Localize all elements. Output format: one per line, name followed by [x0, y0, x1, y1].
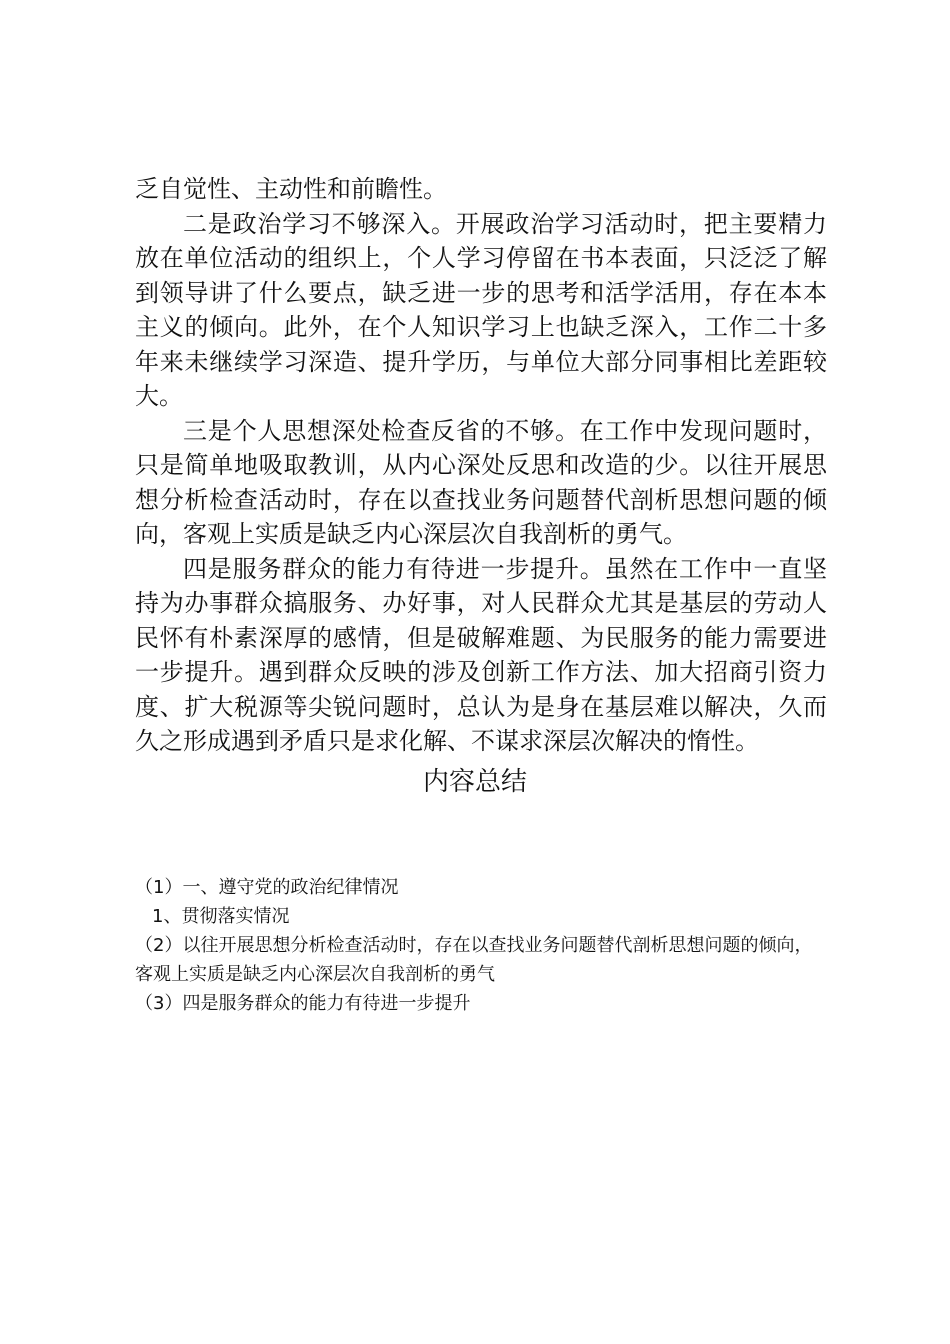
paragraph-continuation: 乏自觉性、主动性和前瞻性。	[135, 175, 447, 203]
summary-subitem: 1、贯彻落实情况	[152, 906, 290, 927]
summary-item: （3）四是服务群众的能力有待进一步提升	[135, 993, 471, 1014]
paragraph-self-reflection: 三是个人思想深处检查反省的不够。在工作中发现问题时，只是简单地吸取教训，从内心深处反思和改造的少。以往开展思想分析检查活动时，存在以查找业务问题替代剖析思想问题的倾向，客观上实质是缺乏内心深层次自我剖析的勇气。	[135, 416, 827, 548]
paragraph-serving-masses: 四是服务群众的能力有待进一步提升。虽然在工作中一直坚持为办事群众搞服务、办好事，对人民群众尤其是基层的劳动人民怀有朴素深厚的感情，但是破解难题、为民服务的能力需要进一步提升。遇到群众反映的涉及创新工作方法、加大招商引资力度、扩大税源等尖锐问题时，总认为是身在基层难以解决，久而久之形成遇到矛盾只是求化解、不谋求深层次解决的惰性。	[135, 554, 827, 755]
paragraph-political-study: 二是政治学习不够深入。开展政治学习活动时，把主要精力放在单位活动的组织上，个人学习停留在书本表面，只泛泛了解到领导讲了什么要点，缺乏进一步的思考和活学活用，存在本本主义的倾向。此外，在个人知识学习上也缺乏深入，工作二十多年来未继续学习深造、提升学历，与单位大部分同事相比差距较大。	[135, 209, 827, 410]
body-text	[135, 172, 827, 759]
summary-item: （1）一、遵守党的政治纪律情况	[135, 877, 399, 898]
summary-title: 内容总结	[422, 767, 527, 797]
summary-list	[135, 873, 815, 1018]
summary-item: （2）以往开展思想分析检查活动时，存在以查找业务问题替代剖析思想问题的倾向，客观上实质是缺乏内心深层次自我剖析的勇气	[135, 935, 813, 985]
